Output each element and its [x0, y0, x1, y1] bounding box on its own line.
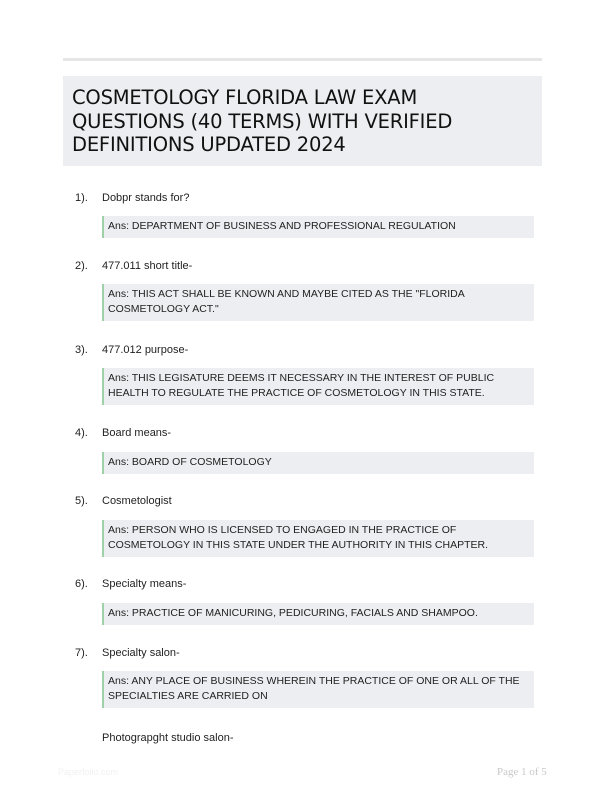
answer-box: Ans: DEPARTMENT OF BUSINESS AND PROFESSIONAL REGULATION — [102, 216, 534, 238]
answer-box: Ans: PERSON WHO IS LICENSED TO ENGAGED IN THE PRACTICE OF COSMETOLOGY IN THIS STATE UNDER THE AUTHORITY IN THIS CHAPTER. — [102, 520, 534, 557]
question-text: Board means- — [102, 427, 172, 439]
answer-box: Ans: ANY PLACE OF BUSINESS WHEREIN THE PRACTICE OF ONE OR ALL OF THE SPECIALTIES ARE CARRIED ON — [102, 671, 534, 708]
question-number: 2). — [75, 260, 88, 272]
question-number: 3). — [75, 344, 88, 356]
question-number: 5). — [75, 495, 88, 507]
top-divider — [63, 58, 542, 61]
title-box — [63, 76, 542, 166]
question-number: 4). — [75, 427, 88, 439]
question-text: Cosmetologist — [102, 495, 172, 507]
question-text: Specialty salon- — [102, 647, 180, 659]
question-text: Dobpr stands for? — [102, 192, 190, 204]
question-text: 477.011 short title- — [102, 260, 193, 272]
question-number: 1). — [75, 192, 88, 204]
answer-box: Ans: PRACTICE OF MANICURING, PEDICURING, FACIALS AND SHAMPOO. — [102, 603, 534, 625]
question-number: 7). — [75, 647, 88, 659]
page-number: Page 1 of 5 — [497, 766, 547, 778]
document-title: COSMETOLOGY FLORIDA LAW EXAM QUESTIONS (40 TERMS) WITH VERIFIED DEFINITIONS UPDATED 2024 — [72, 86, 453, 156]
question-text: Specialty means- — [102, 578, 187, 590]
footer-watermark: Paperfolio.com — [58, 767, 119, 777]
answer-box: Ans: THIS LEGISATURE DEEMS IT NECESSARY IN THE INTEREST OF PUBLIC HEALTH TO REGULATE THE PRACTICE OF COSMETOLOGY IN THIS STATE. — [102, 368, 534, 405]
answer-box: Ans: BOARD OF COSMETOLOGY — [102, 452, 534, 474]
answer-box: Ans: THIS ACT SHALL BE KNOWN AND MAYBE CITED AS THE "FLORIDA COSMETOLOGY ACT." — [102, 284, 534, 321]
question-text: Photograpght studio salon- — [102, 732, 234, 744]
question-number: 6). — [75, 578, 88, 590]
question-text: 477.012 purpose- — [102, 344, 189, 356]
